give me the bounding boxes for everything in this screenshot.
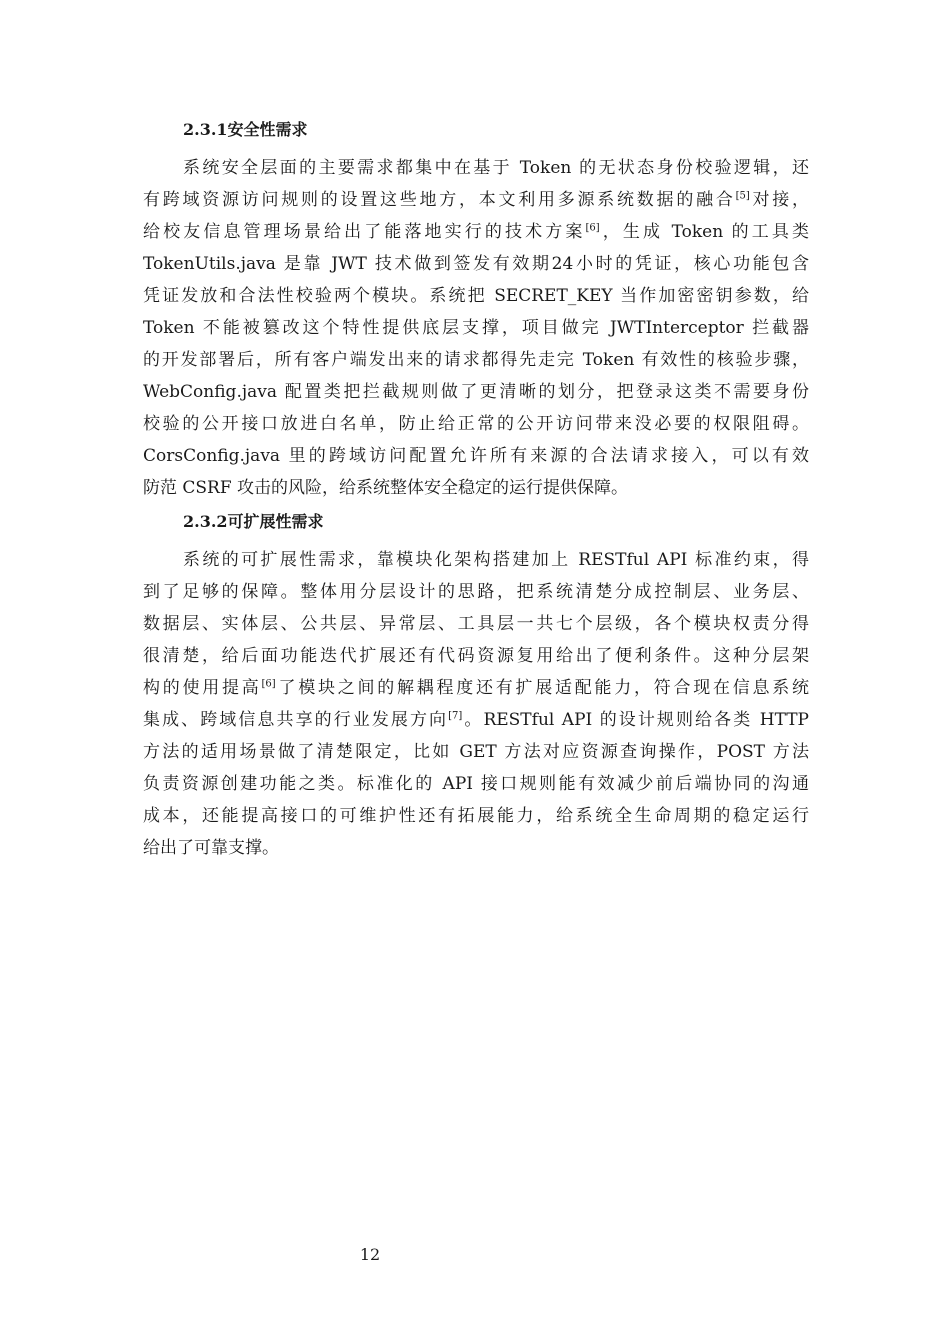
section-heading-security: 2.3.1安全性需求 [183,120,308,139]
text-line [143,704,809,736]
text-line [143,472,809,504]
line-text: 系统安全层面的主要需求都集中在基于 Token 的无状态身份校验逻辑，还 [183,158,809,178]
line-text: 防范 CSRF 攻击的风险，给系统整体安全稳定的运行提供保障。 [143,478,629,498]
citation-marker: [6] [261,678,276,690]
line-text: TokenUtils.java 是靠 JWT 技术做到签发有效期24小时的凭证，核心功能包含 [143,254,809,274]
line-text: 很清楚，给后面功能迭代扩展还有代码资源复用给出了便利条件。这种分层架 [143,646,809,666]
text-line [143,544,809,576]
text-line [143,344,809,376]
citation-marker: [6] [585,222,600,234]
line-text: 构的使用提高 [143,678,262,698]
line-text: 成本，还能提高接口的可维护性还有拓展能力，给系统全生命周期的稳定运行 [143,806,809,826]
text-line [143,768,809,800]
citation-marker: [5] [735,190,750,202]
text-line [143,608,809,640]
line-text: 给校友信息管理场景给出了能落地实行的技术方案 [143,222,586,242]
text-line [143,640,809,672]
text-line [143,216,809,248]
line-text: 集成、跨域信息共享的行业发展方向 [143,710,449,730]
line-text: 负责资源创建功能之类。标准化的 API 接口规则能有效减少前后端协同的沟通 [143,774,809,794]
text-line [143,184,809,216]
line-text: 。RESTful API 的设计规则给各类 HTTP [462,710,809,730]
line-text: 到了足够的保障。整体用分层设计的思路，把系统清楚分成控制层、业务层、 [143,582,809,602]
line-text: 的开发部署后，所有客户端发出来的请求都得先走完 Token 有效性的核验步骤， [143,350,809,370]
line-text: ，生成 Token 的工具类 [599,222,809,242]
section-heading-scalability: 2.3.2可扩展性需求 [183,512,324,531]
line-text: 给出了可靠支撑。 [143,838,279,858]
text-line [143,312,809,344]
text-line [143,672,809,704]
text-line [143,408,809,440]
text-line [143,736,809,768]
line-text: 了模块之间的解耦程度还有扩展适配能力，符合现在信息系统 [275,678,809,698]
line-text: 校验的公开接口放进白名单，防止给正常的公开访问带来没必要的权限阻碍。 [143,414,809,434]
citation-marker: [7] [448,710,463,722]
text-line [143,832,809,864]
line-text: 凭证发放和合法性校验两个模块。系统把 SECRET_KEY 当作加密密钥参数，给 [143,286,809,306]
line-text: 方法的适用场景做了清楚限定，比如 GET 方法对应资源查询操作，POST 方法 [143,742,809,762]
text-line [143,576,809,608]
text-line [143,800,809,832]
line-text: 有跨域资源访问规则的设置这些地方，本文利用多源系统数据的融合 [143,190,736,210]
text-line [143,280,809,312]
paragraph-scalability [143,544,809,864]
text-line [143,152,809,184]
page-number: 12 [359,1245,381,1264]
line-text: 系统的可扩展性需求，靠模块化架构搭建加上 RESTful API 标准约束，得 [183,550,809,570]
line-text: Token 不能被篡改这个特性提供底层支撑，项目做完 JWTInterceptor 拦截器 [143,318,809,338]
text-line [143,376,809,408]
line-text: 数据层、实体层、公共层、异常层、工具层一共七个层级，各个模块权责分得 [143,614,809,634]
line-text: CorsConfig.java 里的跨域访问配置允许所有来源的合法请求接入，可以有效 [143,446,809,466]
line-text: 对接， [749,190,809,210]
line-text: WebConfig.java 配置类把拦截规则做了更清晰的划分，把登录这类不需要身份 [143,382,809,402]
paragraph-security [143,152,809,504]
text-line [143,248,809,280]
text-line [143,440,809,472]
page-content [143,114,809,864]
